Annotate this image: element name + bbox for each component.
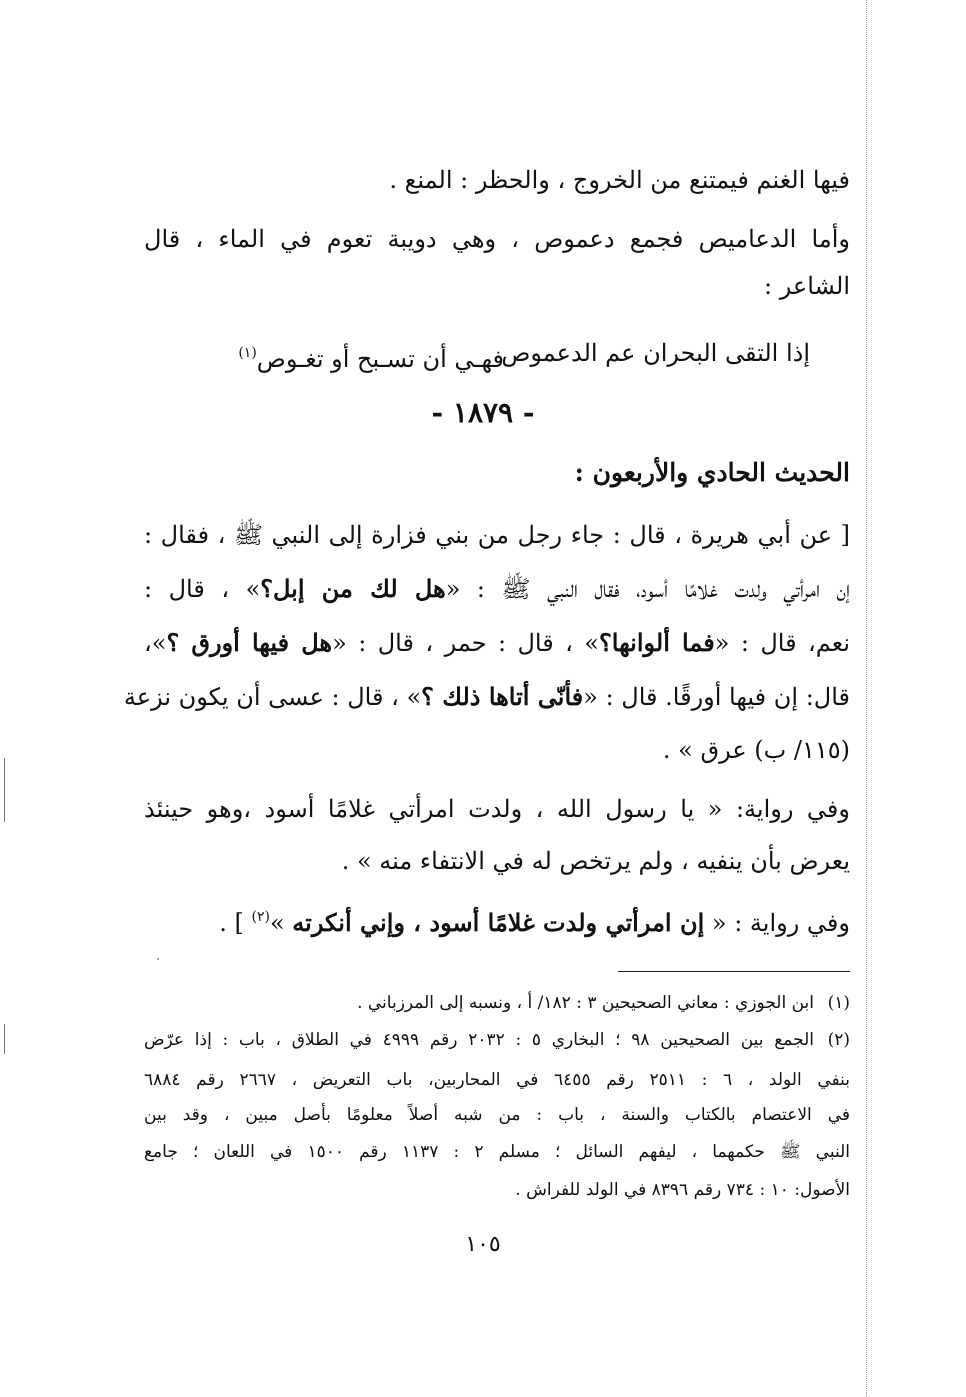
scan-edge-mark (4, 758, 5, 822)
prophet-words-2: فما ألوانها؟ (599, 628, 715, 657)
footnote-2-line-2: بنفي الولد ، ٦ : ٢٥١١ رقم ٦٤٥٥ في المحاربين، باب التعريض ، ٢٦٦٧ رقم ٦٨٨٤ (144, 1070, 850, 1090)
footnote-ref-1: (١) (238, 345, 257, 361)
verse-second-hemistich (238, 336, 504, 376)
hadith-line-4-a: قال: إن فيها أورقًا. قال : « (583, 683, 850, 711)
hadith-line-4-c: » ، قال : عسى أن يكون نزعة (123, 683, 422, 711)
section-heading: الحديث الحادي والأربعون : (574, 458, 850, 487)
narration-line-3 (144, 900, 850, 940)
hadith-line-2-c: » ، قال : (144, 575, 261, 603)
narration-line-3-c: » (269, 909, 293, 937)
text-line-3: الشاعر : (764, 272, 850, 300)
hadith-number: - ١٨٧٩ - (431, 396, 535, 429)
scan-speck (157, 958, 159, 960)
text-line-2: وأما الدعاميص فجمع دعموص ، وهي دويبة تعوم في الماء ، قال (144, 225, 850, 253)
prophet-words-3: هل فيها أورق ؟ (166, 628, 333, 657)
hadith-line-2-a: إن امرأتي ولدت غلامًا أسود، فقال النبي ﷺ : « (445, 575, 851, 603)
hadith-line-2 (144, 572, 850, 606)
scan-edge-line (866, 0, 867, 1397)
footnote-2-line-1: الجمع بين الصحيحين ٩٨ ؛ البخاري ٥ : ٢٠٣٢ رقم ٤٩٩٩ في الطلاق ، باب : إذا عرّض (144, 1030, 814, 1050)
text-line-1: فيها الغنم فيمتنع من الخروج ، والحظر : المنع . (389, 166, 850, 194)
footnote-2-number: (٢) (827, 1030, 850, 1050)
footnote-1-number: (١) (827, 993, 850, 1013)
footnote-2-line-3: في الاعتصام بالكتاب والسنة ، باب : من شبه أصلاً معلومًا بأصل مبين ، وقد بين (144, 1105, 850, 1125)
hadith-line-3-a: نعم، قال : « (714, 629, 850, 657)
verse-second-text: فهـي أن تسـبح أو تغـوص (256, 345, 504, 373)
verse-first-hemistich: إذا التقى البحران عم الدعموص (501, 339, 810, 367)
footnote-2-line-4: النبي ﷺ حكمهما ، ليفهم السائل ؛ مسلم ٢ : ١١٣٧ رقم ١٥٠٠ في اللعان ؛ جامع (144, 1142, 850, 1162)
hadith-line-1: [ عن أبي هريرة ، قال : جاء رجل من بني فزارة إلى النبي ﷺ ، فقال : (144, 521, 850, 549)
scan-edge-mark (4, 1024, 5, 1054)
page-number: ١٠٥ (465, 1232, 501, 1257)
hadith-line-3 (144, 626, 850, 660)
footnote-separator (618, 971, 850, 972)
narration-bold: إن امرأتي ولدت غلامًا أسود ، وإني أنكرته (292, 908, 705, 937)
prophet-words-4: فأنّى أتاها ذلك ؟ (421, 682, 584, 711)
hadith-line-3-c: » ، قال : حمر ، قال : « (332, 629, 600, 657)
narration-line-2: يعرض بأن ينفيه ، ولم يرتخص له في الانتفاء منه » . (341, 847, 850, 875)
footnote-2-line-5: الأصول: ١٠ : ٧٣٤ رقم ٨٣٩٦ في الولد للفراش . (515, 1180, 850, 1200)
narration-line-3-d: ] . (219, 909, 252, 937)
prophet-words-1: هل لك من إبل؟ (260, 574, 446, 603)
footnote-1-text: ابن الجوزي : معاني الصحيحين ٣ : ١٨٢/ أ ، ونسبه إلى المرزباني . (357, 993, 814, 1013)
narration-line-3-a: وفي رواية : « (704, 909, 850, 937)
hadith-line-5: (١١٥/ ب) عرق » . (662, 736, 850, 764)
hadith-line-3-e: »، (144, 629, 167, 657)
hadith-line-4 (123, 680, 850, 714)
footnote-ref-2: (٢) (251, 909, 270, 925)
narration-line-1: وفي رواية: « يا رسول الله ، ولدت امرأتي غلامًا أسود ،وهو حينئذ (144, 795, 850, 823)
